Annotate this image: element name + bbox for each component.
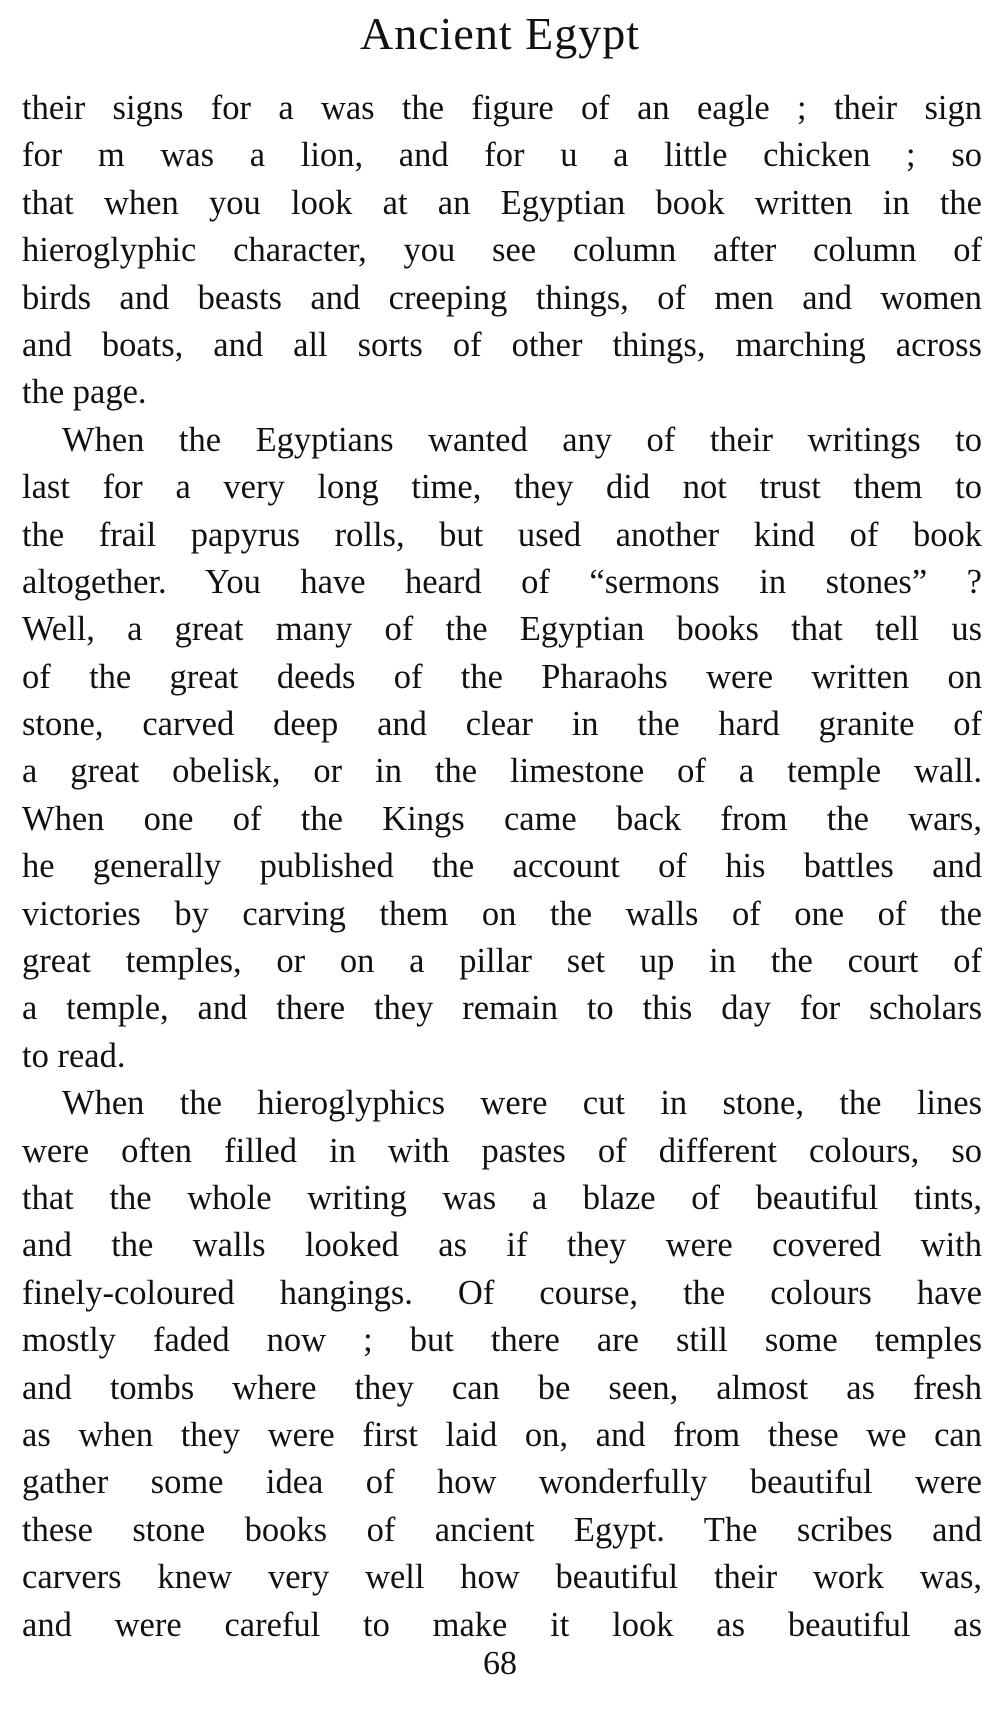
text-line: and boats, and all sorts of other things, marching across <box>22 325 982 364</box>
text-line: mostly faded now ; but there are still some temples <box>22 1321 982 1360</box>
text-line: gather some idea of how wonderfully beautiful were <box>22 1463 982 1502</box>
text-line: the page. <box>22 373 147 412</box>
text-line: carvers knew very well how beautiful their work was, <box>22 1558 982 1597</box>
text-line: great temples, or on a pillar set up in the court of <box>22 942 982 981</box>
text-line: a great obelisk, or in the limestone of a temple wall. <box>22 752 982 791</box>
page-number: 68 <box>483 1645 517 1682</box>
text-line: he generally published the account of his battles and <box>22 847 982 886</box>
text-line: When one of the Kings came back from the wars, <box>22 799 982 838</box>
text-line: last for a very long time, they did not trust them to <box>22 468 982 507</box>
text-line: Well, a great many of the Egyptian books that tell us <box>22 610 982 649</box>
text-line: and the walls looked as if they were covered with <box>22 1226 982 1265</box>
text-line: finely-coloured hangings. Of course, the colours have <box>22 1273 982 1312</box>
body-text <box>22 85 982 1649</box>
paragraph-2 <box>22 417 982 1080</box>
paragraph-1 <box>22 85 982 417</box>
text-line: birds and beasts and creeping things, of men and women <box>22 278 982 317</box>
text-line: were often filled in with pastes of different colours, so <box>22 1131 982 1170</box>
text-line: that the whole writing was a blaze of beautiful tints, <box>22 1178 982 1217</box>
text-line: victories by carving them on the walls of one of the <box>22 894 982 933</box>
text-line: stone, carved deep and clear in the hard granite of <box>22 705 982 744</box>
text-line: hieroglyphic character, you see column after column of <box>22 231 982 270</box>
running-title: Ancient Egypt <box>360 8 640 59</box>
text-line: their signs for a was the figure of an eagle ; their sign <box>22 89 982 127</box>
text-line: of the great deeds of the Pharaohs were written on <box>22 657 982 696</box>
text-line: the frail papyrus rolls, but used another kind of book <box>22 515 982 554</box>
paragraph-3 <box>22 1080 982 1649</box>
text-line: for m was a lion, and for u a little chicken ; so <box>22 136 982 175</box>
text-line: that when you look at an Egyptian book written in the <box>22 183 982 222</box>
text-line: When the Egyptians wanted any of their writings to <box>62 420 982 459</box>
text-line: altogether. You have heard of “sermons in stones” ? <box>22 562 982 601</box>
text-line: to read. <box>22 1036 126 1075</box>
text-line: as when they were first laid on, and from these we can <box>22 1415 982 1454</box>
text-line: and were careful to make it look as beautiful as <box>22 1605 982 1644</box>
text-line: When the hieroglyphics were cut in stone, the lines <box>62 1084 982 1123</box>
text-line: these stone books of ancient Egypt. The scribes and <box>22 1510 982 1549</box>
text-line: and tombs where they can be seen, almost as fresh <box>22 1368 982 1407</box>
text-line: a temple, and there they remain to this day for scholars <box>22 989 982 1028</box>
